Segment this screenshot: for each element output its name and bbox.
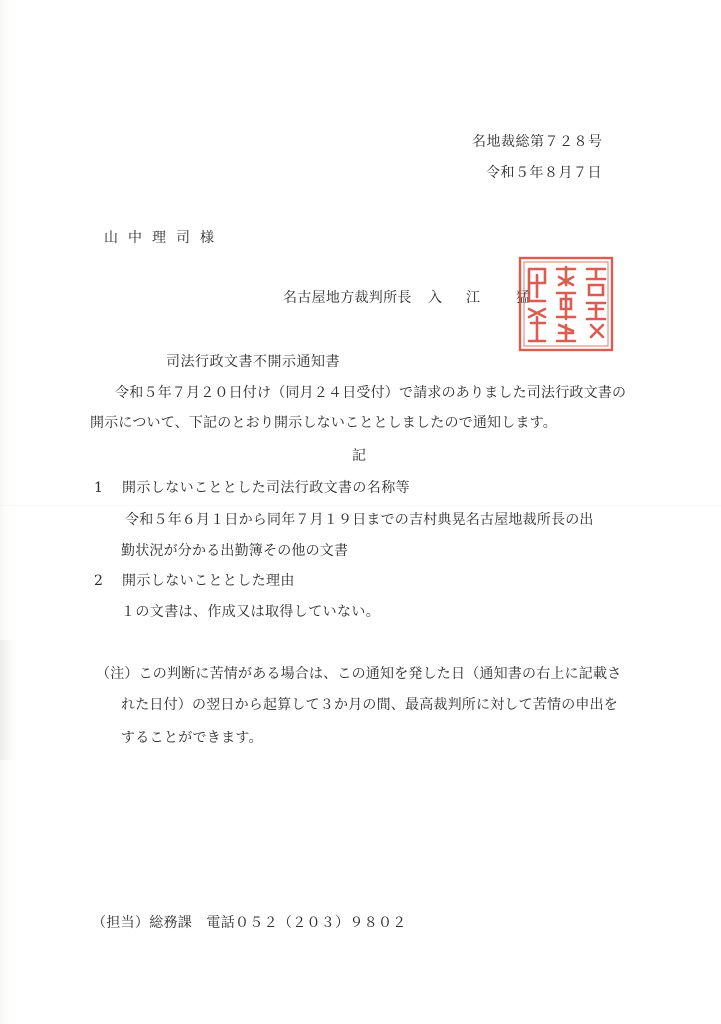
paper-fold-line (0, 505, 721, 506)
section-number: 1 (94, 480, 103, 496)
paper-edge-shadow (0, 640, 14, 760)
document-date: 令和５年８月７日 (486, 165, 602, 181)
sender-name-part: 入 (428, 290, 442, 306)
section-body-line: 勤状況が分かる出勤簿その他の文書 (121, 543, 349, 559)
note-line: （注）この判断に苦情がある場合は、この通知を発した日（通知書の右上に記載さ (96, 666, 622, 682)
section-body-line: 令和５年６月１日から同年７月１９日までの吉村典晃名古屋地裁所長の出 (125, 512, 594, 528)
note-line: れた日付）の翌日から起算して３か月の間、最高裁判所に対して苦情の申出を (121, 697, 618, 713)
intro-line: 開示について、下記のとおり開示しないこととしましたので通知します。 (90, 415, 557, 431)
section-number: 2 (94, 573, 103, 589)
section-heading: 開示しないこととした司法行政文書の名称等 (122, 480, 410, 496)
section-body-line: １の文書は、作成又は取得していない。 (121, 604, 381, 620)
sender-name (428, 289, 530, 307)
contact-line: （担当）総務課 電話０５２（２０３）９８０２ (92, 915, 407, 931)
official-seal-icon (517, 255, 615, 353)
ki-heading: 記 (352, 448, 366, 464)
sender-office: 名古屋地方裁判所長 (283, 290, 412, 306)
recipient-name: 山中理司様 (104, 230, 224, 246)
section-heading: 開示しないこととした理由 (122, 573, 295, 589)
note-line: することができます。 (121, 730, 263, 746)
intro-line: 令和５年７月２０日付け（同月２４日受付）で請求のありました司法行政文書の (115, 385, 627, 401)
document-title: 司法行政文書不開示通知書 (166, 354, 340, 370)
sender-name-part: 猛 (516, 290, 530, 306)
document-number: 名地裁総第７２８号 (472, 134, 603, 150)
sender-name-part: 江 (466, 290, 480, 306)
